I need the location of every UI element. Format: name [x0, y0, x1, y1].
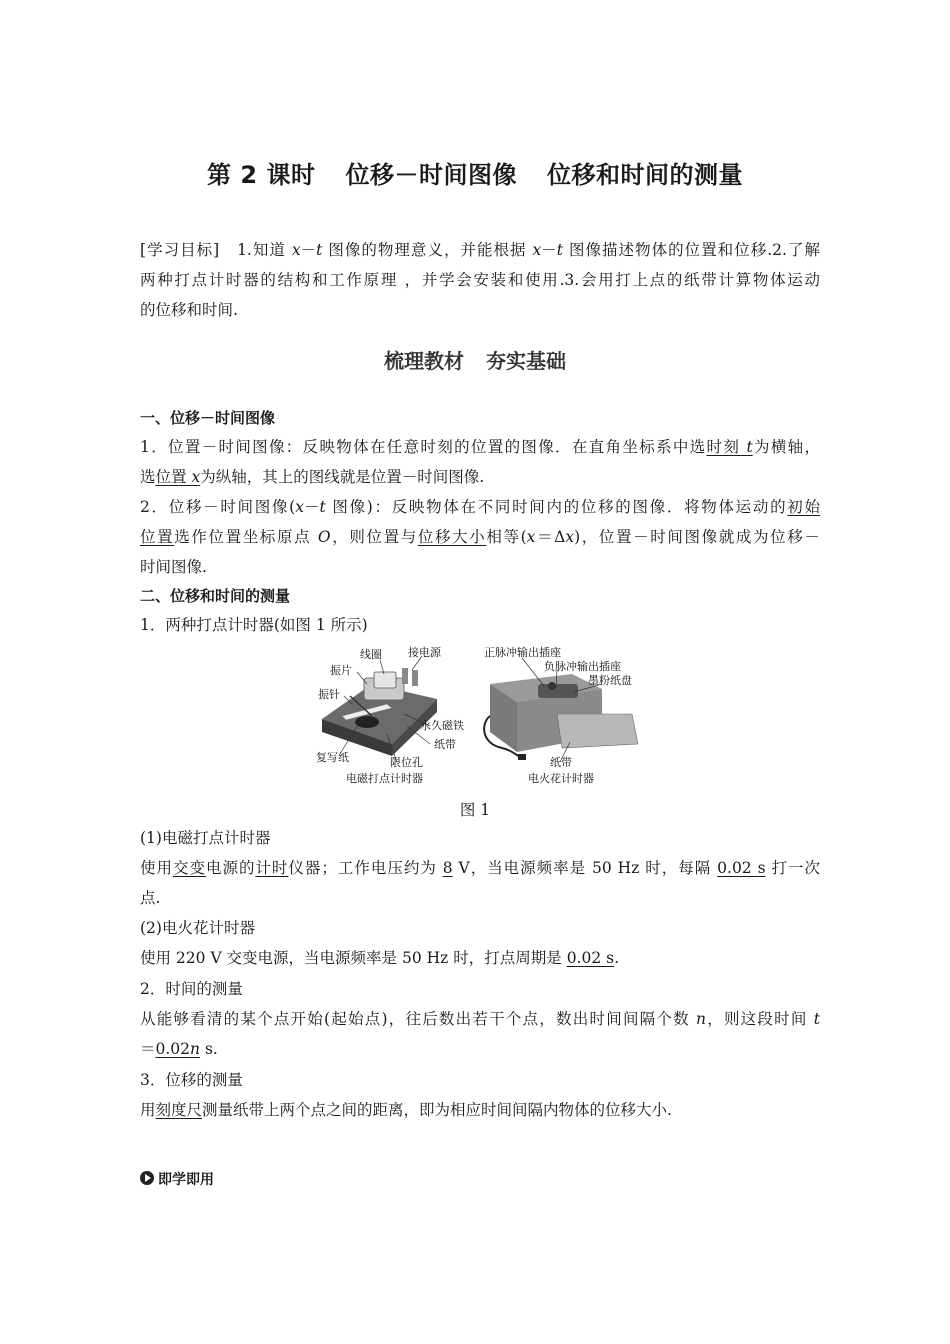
figure-caption: 图 1: [459, 801, 491, 819]
sub-1-para-2: 点.: [140, 889, 161, 907]
section-1-para-2: 2．位移－时间图像(x－t 图像)：反映物体在不同时间内的位移的图像．将物体运动的初始: [140, 498, 820, 516]
item-2-para: 从能够看清的某个点开始(起始点)，往后数出若干个点，数出时间间隔个数 n，则这段时间 t: [140, 1010, 820, 1028]
label-toner-disc: 墨粉纸盘: [588, 674, 632, 687]
timer-figure: [312, 644, 642, 786]
objectives-line-3: 的位移和时间.: [140, 301, 238, 319]
page-title: [0, 155, 950, 190]
item-3-para: 用刻度尺测量纸带上两个点之间的距离，即为相应时间间隔内物体的位移大小.: [140, 1101, 672, 1119]
section-1-para-1: 1．位置－时间图像：反映物体在任意时刻的位置的图像．在直角坐标系中选时刻 t为横轴，: [140, 438, 820, 456]
electromagnetic-timer-illustration: [322, 668, 437, 756]
sub-1-heading: (1)电磁打点计时器: [140, 829, 271, 847]
label-tape-right: 纸带: [550, 756, 572, 769]
title-topic-2: 位移和时间的测量: [546, 161, 743, 189]
label-hole: 限位孔: [390, 756, 423, 769]
item-3-heading: 3．位移的测量: [140, 1071, 243, 1089]
objectives-line-1: [学习目标] 1.知道 x－t 图像的物理意义，并能根据 x－t 图像描述物体的位置和位移.2.了解: [140, 241, 820, 259]
label-spark-timer: 电火花计时器: [528, 772, 594, 785]
title-lesson: 第 2 课时: [207, 161, 316, 189]
label-coil: 线圈: [360, 648, 382, 661]
item-2-para-2: ＝0.02n s.: [140, 1040, 218, 1058]
section-2-heading: 二、位移和时间的测量: [140, 587, 291, 605]
label-power: 接电源: [408, 646, 441, 659]
practice-label: 即学即用: [140, 1170, 820, 1190]
label-reed: 振片: [330, 664, 352, 677]
sub-1-para: 使用交变电源的计时仪器；工作电压约为 8 V，当电源频率是 50 Hz 时，每隔 0.02 s 打一次: [140, 859, 820, 877]
label-neg-socket: 负脉冲输出插座: [544, 660, 621, 673]
objectives-line-2: 两种打点计时器的结构和工作原理 ，并学会安装和使用.3.会用打上点的纸带计算物体运动: [140, 271, 820, 289]
item-2-heading: 2．时间的测量: [140, 980, 243, 998]
section-banner: 梳理教材 夯实基础: [384, 349, 566, 373]
section-1-para-2c: 时间图像.: [140, 558, 207, 576]
section-2-item-1: 1．两种打点计时器(如图 1 所示): [140, 616, 368, 634]
section-1-para-2b: 位置选作位置坐标原点 O，则位置与位移大小相等(x＝Δx)，位置－时间图像就成为位移－: [140, 528, 820, 546]
title-topic-1: 位移－时间图像: [345, 161, 517, 189]
section-1-heading: 一、位移－时间图像: [140, 409, 276, 427]
play-icon: [140, 1171, 154, 1185]
label-carbon: 复写纸: [316, 751, 349, 764]
sub-2-heading: (2)电火花计时器: [140, 919, 255, 937]
section-1-para-1b: 选位置 x为纵轴，其上的图线就是位置－时间图像.: [140, 468, 485, 486]
label-magnet: 永久磁铁: [420, 719, 464, 732]
label-tape-left: 纸带: [434, 738, 456, 751]
sub-2-para: 使用 220 V 交变电源，当电源频率是 50 Hz 时，打点周期是 0.02 s.: [140, 949, 620, 967]
label-needle: 振针: [318, 688, 340, 701]
label-em-timer: 电磁打点计时器: [346, 772, 423, 785]
label-pos-socket: 正脉冲输出插座: [484, 646, 561, 659]
